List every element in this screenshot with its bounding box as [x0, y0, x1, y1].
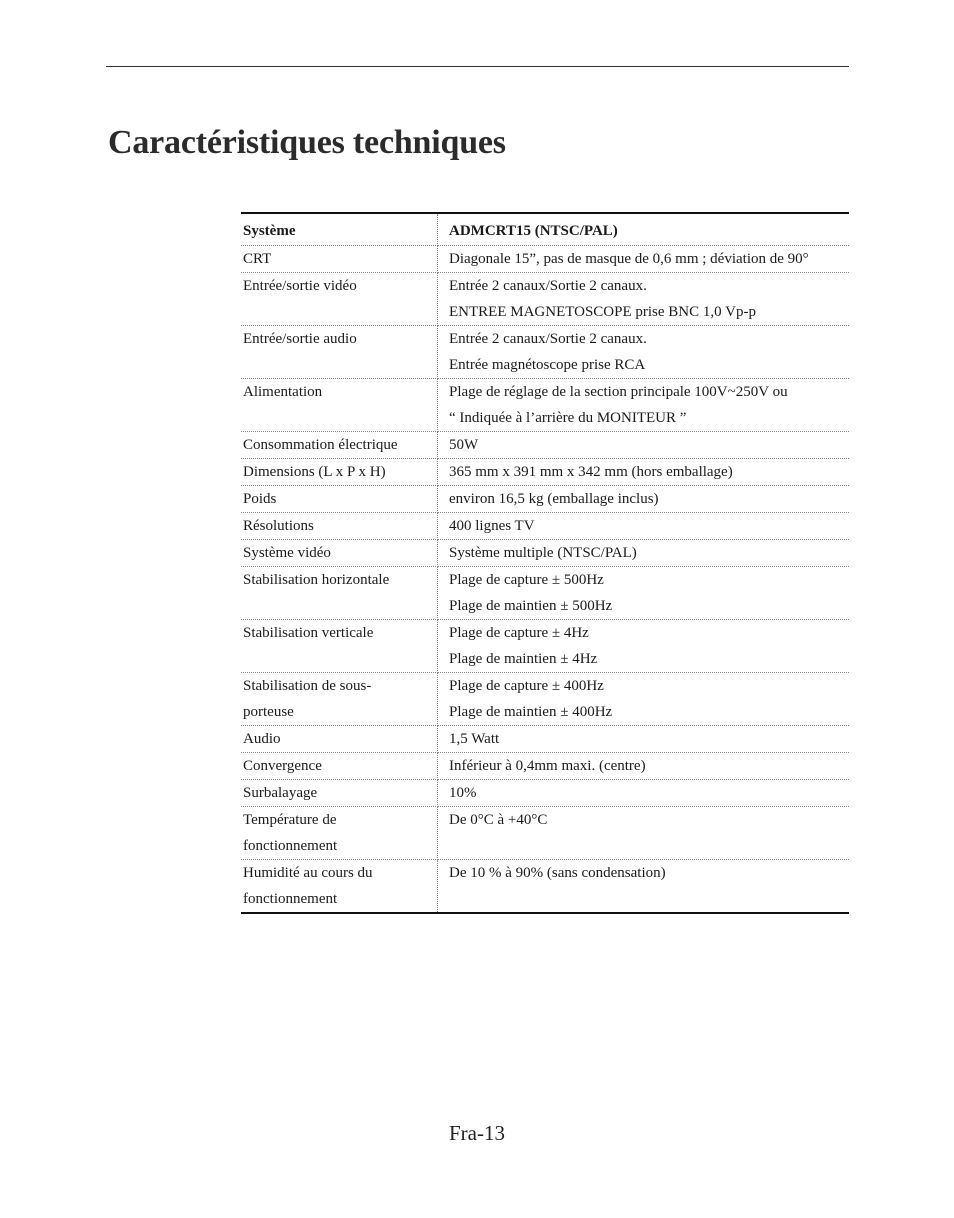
- spec-value-text: 400 lignes TV: [449, 518, 535, 534]
- spec-label-cell: [241, 807, 438, 860]
- spec-label-text: Stabilisation horizontale: [243, 572, 390, 588]
- spec-table-header-row: [241, 213, 849, 246]
- spec-value-text: De 0°C à +40°C: [449, 812, 548, 828]
- header-label: Système: [241, 213, 438, 246]
- spec-value-text: 50W: [449, 437, 479, 453]
- spec-label-cell: [241, 379, 438, 432]
- spec-row: [241, 486, 849, 513]
- spec-label-cell: [241, 513, 438, 540]
- spec-label-cell: [241, 486, 438, 513]
- spec-row: [241, 273, 849, 326]
- spec-value-text: Entrée 2 canaux/Sortie 2 canaux.: [449, 278, 647, 294]
- spec-row: [241, 459, 849, 486]
- header-rule: [106, 66, 849, 67]
- spec-value-cell: [438, 726, 850, 753]
- spec-value-text: Plage de maintien ± 500Hz: [449, 598, 613, 614]
- spec-label-cell: [241, 246, 438, 273]
- spec-value-cell: [438, 513, 850, 540]
- spec-row: [241, 326, 849, 379]
- spec-value-text: Plage de capture ± 500Hz: [449, 572, 604, 588]
- spec-value-text: environ 16,5 kg (emballage inclus): [449, 491, 659, 507]
- spec-label-cell: [241, 432, 438, 459]
- spec-label-text: Surbalayage: [243, 785, 318, 801]
- spec-value-cell: [438, 379, 850, 432]
- spec-value-cell: [438, 620, 850, 673]
- spec-value-text: 10%: [449, 785, 477, 801]
- spec-table: [241, 212, 849, 914]
- spec-value-cell: [438, 432, 850, 459]
- page-title: Caractéristiques techniques: [108, 124, 506, 161]
- spec-label-text: fonctionnement: [243, 891, 338, 907]
- spec-row: [241, 513, 849, 540]
- spec-label-text: Entrée/sortie vidéo: [243, 278, 357, 294]
- spec-label-cell: [241, 459, 438, 486]
- spec-label-cell: [241, 726, 438, 753]
- spec-value-text: Entrée magnétoscope prise RCA: [449, 357, 646, 373]
- spec-value-text: Plage de maintien ± 400Hz: [449, 704, 613, 720]
- spec-label-text: Humidité au cours du: [243, 865, 373, 881]
- spec-row: [241, 432, 849, 459]
- spec-label-text: Stabilisation verticale: [243, 625, 374, 641]
- spec-label-cell: [241, 860, 438, 914]
- spec-value-text: Plage de capture ± 4Hz: [449, 625, 589, 641]
- spec-label-cell: [241, 673, 438, 726]
- spec-row: [241, 540, 849, 567]
- spec-label-text: Dimensions (L x P x H): [243, 464, 386, 480]
- spec-value-cell: [438, 860, 850, 914]
- spec-value-text: De 10 % à 90% (sans condensation): [449, 865, 666, 881]
- spec-label-text: Audio: [243, 731, 281, 747]
- spec-label-text: Température de: [243, 812, 337, 828]
- spec-value-cell: [438, 326, 850, 379]
- spec-value-cell: [438, 540, 850, 567]
- header-value: ADMCRT15 (NTSC/PAL): [438, 213, 850, 246]
- spec-value-text: Plage de réglage de la section principale 100V~250V ou: [449, 384, 788, 400]
- spec-value-cell: [438, 486, 850, 513]
- spec-label-text: porteuse: [243, 704, 294, 720]
- spec-value-cell: [438, 246, 850, 273]
- spec-value-text: “ Indiquée à l’arrière du MONITEUR ”: [449, 410, 687, 426]
- spec-label-text: Convergence: [243, 758, 322, 774]
- spec-row: [241, 246, 849, 273]
- spec-row: [241, 780, 849, 807]
- spec-table-body: [241, 213, 849, 913]
- spec-row: [241, 620, 849, 673]
- spec-value-text: ENTREE MAGNETOSCOPE prise BNC 1,0 Vp-p: [449, 304, 756, 320]
- spec-value-cell: [438, 567, 850, 620]
- spec-label-cell: [241, 753, 438, 780]
- spec-label-text: Entrée/sortie audio: [243, 331, 357, 347]
- spec-value-cell: [438, 807, 850, 860]
- spec-label-cell: [241, 567, 438, 620]
- spec-label-text: Alimentation: [243, 384, 323, 400]
- spec-label-text: Résolutions: [243, 518, 314, 534]
- page-number: Fra-13: [449, 1121, 505, 1145]
- spec-value-text: Entrée 2 canaux/Sortie 2 canaux.: [449, 331, 647, 347]
- spec-value-text: Système multiple (NTSC/PAL): [449, 545, 637, 561]
- spec-value-cell: [438, 273, 850, 326]
- spec-row: [241, 379, 849, 432]
- spec-value-text: Inférieur à 0,4mm maxi. (centre): [449, 758, 646, 774]
- spec-value-text: Diagonale 15”, pas de masque de 0,6 mm ; déviation de 90°: [449, 251, 809, 267]
- spec-value-text: Plage de capture ± 400Hz: [449, 678, 604, 694]
- spec-label-cell: [241, 540, 438, 567]
- spec-value-cell: [438, 753, 850, 780]
- spec-value-text: 1,5 Watt: [449, 731, 500, 747]
- spec-row: [241, 567, 849, 620]
- spec-label-text: fonctionnement: [243, 838, 338, 854]
- spec-value-text: Plage de maintien ± 4Hz: [449, 651, 598, 667]
- spec-label-cell: [241, 273, 438, 326]
- spec-label-cell: [241, 326, 438, 379]
- spec-label-cell: [241, 620, 438, 673]
- spec-value-text: 365 mm x 391 mm x 342 mm (hors emballage): [449, 464, 733, 480]
- spec-label-text: Stabilisation de sous-: [243, 678, 372, 694]
- spec-label-text: Système vidéo: [243, 545, 331, 561]
- spec-row: [241, 860, 849, 914]
- spec-value-cell: [438, 780, 850, 807]
- spec-value-cell: [438, 673, 850, 726]
- spec-row: [241, 673, 849, 726]
- spec-label-text: Poids: [243, 491, 277, 507]
- spec-row: [241, 726, 849, 753]
- spec-label-text: CRT: [243, 251, 272, 267]
- spec-row: [241, 807, 849, 860]
- spec-value-cell: [438, 459, 850, 486]
- spec-row: [241, 753, 849, 780]
- spec-label-text: Consommation électrique: [243, 437, 398, 453]
- spec-label-cell: [241, 780, 438, 807]
